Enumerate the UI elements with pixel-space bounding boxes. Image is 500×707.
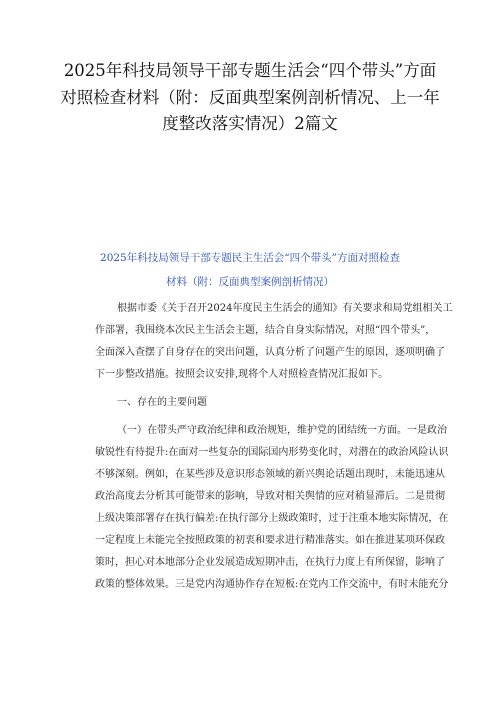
title-line: 度整改落实情况）2篇文 [162,114,338,133]
paragraph-line: （一）在带头严守政治纪律和政治规矩，维护党的团结统一方面。一是政治 [117,425,447,436]
title-line: 2025年科技局领导干部专题生活会“四个带头”方面 [63,61,437,80]
section-heading: 一、存在的主要问题 [117,397,207,408]
article-body [95,298,453,596]
title-line: 对照检查材料（附：反面典型案例剖析情况、上一年 [60,87,440,107]
paragraph-line: 政治高度去分析其可能带来的影响，导致对相关舆情的应对稍显滞后。二是贯彻 [95,491,445,502]
paragraph-line: 根据市委《关于召开2024年度民主生活会的通知》有关要求和局党组相关工 [117,303,453,314]
paragraph-line: 一定程度上未能完全按照政策的初衷和要求进行精准落实。如在推进某项环保政 [95,535,445,546]
subtitle-line: 材料（附：反面典型案例剖析情况） [166,276,334,288]
paragraph-line: 不够深刻。例如，在某些涉及意识形态领域的新兴舆论话题出现时，未能迅速从 [95,469,445,480]
document-title [55,58,445,138]
paragraph-line: 下一步整改措施。按照会议安排,现将个人对照检查情况汇报如下。 [95,369,389,380]
paragraph-line: 作部署，我围绕本次民主生活会主题，结合自身实际情况，对照“四个带头”， [95,325,436,336]
paragraph-line: 上级决策部署存在执行偏差:在执行部分上级政策时，过于注重本地实际情况，在 [95,513,449,524]
paragraph-line: 全面深入查摆了自身存在的突出问题，认真分析了问题产生的原因，逐项明确了 [95,347,445,358]
paragraph-line: 政策的整体效果。三是党内沟通协作存在短板:在党内工作交流中，有时未能充分 [95,579,449,590]
paragraph-line: 策时，担心对本地部分企业发展造成短期冲击，在执行力度上有所保留，影响了 [95,557,445,568]
subtitle-line: 2025年科技局领导干部专题民主生活会“四个带头”方面对照检查 [100,252,400,264]
article-subtitle [60,246,440,294]
paragraph-line: 敏锐性有待提升:在面对一些复杂的国际国内形势变化时，对潜在的政治风险认识 [95,447,449,458]
